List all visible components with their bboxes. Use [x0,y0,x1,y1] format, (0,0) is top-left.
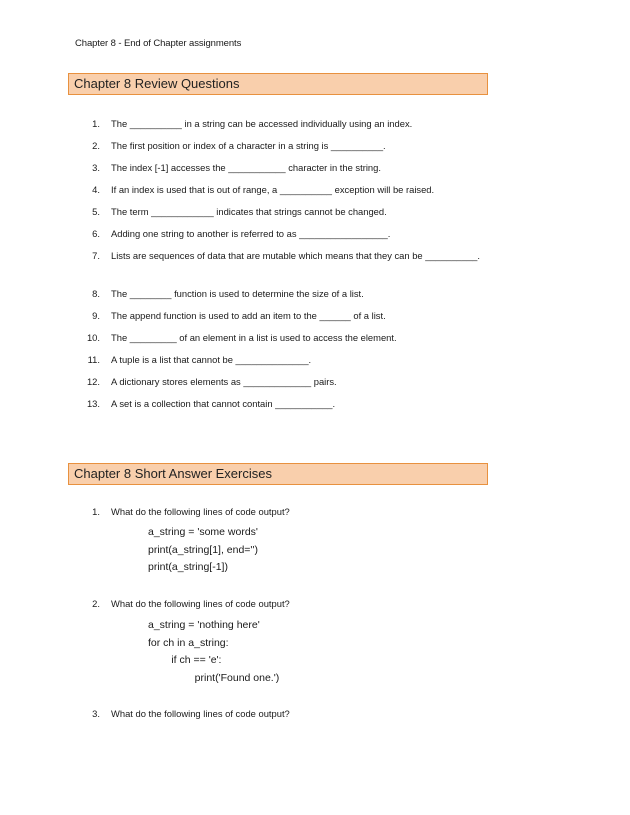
question-number: 12. [86,376,100,387]
question-number: 1. [92,118,100,129]
question-text: The ________ function is used to determine the size of a list. [111,288,364,299]
question-text: The first position or index of a character in a string is __________. [111,140,386,151]
code-line: print(a_string[1], end='') [148,543,258,556]
question-number: 2. [92,140,100,151]
question-text: The index [-1] accesses the ___________ character in the string. [111,162,381,173]
question-number: 4. [92,184,100,195]
code-line: a_string = 'some words' [148,526,258,538]
question-number: 3. [92,162,100,173]
question-text: If an index is used that is out of range, a __________ exception will be raised. [111,184,435,195]
question-number: 7. [92,250,100,261]
code-snippet [148,617,279,687]
question-text: A tuple is a list that cannot be ______________. [111,354,312,365]
question-text: The append function is used to add an item to the ______ of a list. [111,310,386,321]
question-number: 13. [86,398,100,409]
exercise-prompt-text: What do the following lines of code output? [111,708,290,719]
question-number: 5. [92,206,100,217]
exercise-prompt-text: What do the following lines of code output? [111,598,290,609]
question-text: A dictionary stores elements as _____________ pairs. [111,376,337,387]
page-header: Chapter 8 - End of Chapter assignments [75,38,242,49]
code-line: for ch in a_string: [148,636,229,649]
question-text: Adding one string to another is referred to as _________________. [111,228,391,239]
question-text: The __________ in a string can be accessed individually using an index. [111,118,413,129]
question-number: 8. [92,288,100,299]
exercise-number: 3. [92,708,100,719]
question-text: The _________ of an element in a list is used to access the element. [111,332,397,343]
code-line: print('Found one.') [148,671,280,684]
question-text: Lists are sequences of data that are mutable which means that they can be __________. [111,250,480,261]
question-number: 6. [92,228,100,239]
code-line: print(a_string[-1]) [148,561,228,573]
question-number: 10. [86,332,100,343]
code-snippet [148,524,258,577]
short-answer-heading: Chapter 8 Short Answer Exercises [68,463,488,485]
question-number: 9. [92,310,100,321]
question-number: 11. [87,354,100,365]
question-text: A set is a collection that cannot contain ___________. [111,398,336,409]
code-line: a_string = 'nothing here' [148,619,260,631]
review-questions-heading: Chapter 8 Review Questions [68,73,488,95]
exercise-number: 2. [92,598,100,609]
exercise-prompt-text: What do the following lines of code output? [111,506,290,517]
code-line: if ch == 'e': [148,654,222,666]
exercise-number: 1. [92,506,100,517]
question-text: The term ____________ indicates that strings cannot be changed. [111,206,387,217]
